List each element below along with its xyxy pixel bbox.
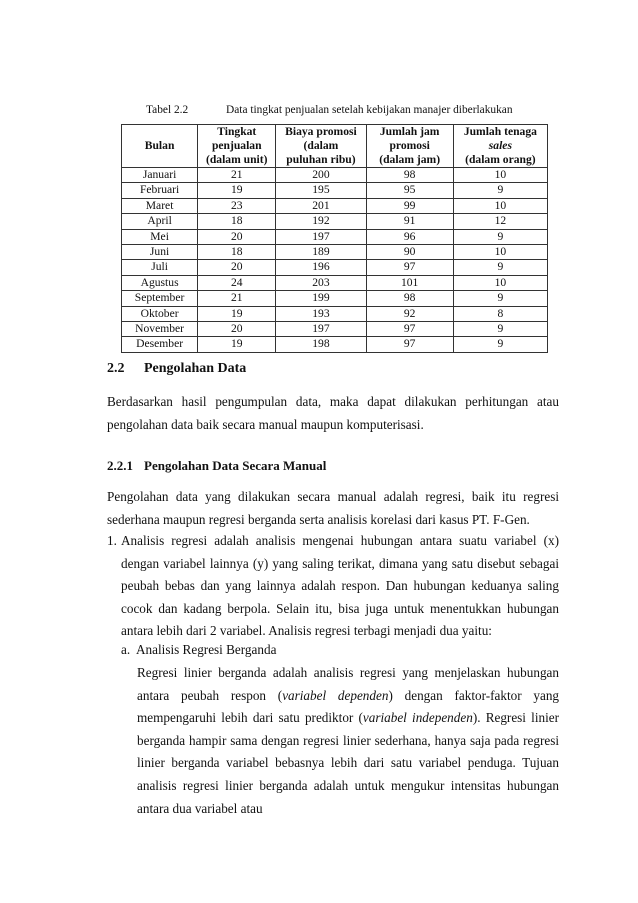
sub-item-italic-1: variabel dependen [282,687,389,703]
table-cell: 99 [366,198,453,213]
list-item-number: 1. [107,533,117,548]
header-line: promosi [389,139,430,152]
table-cell: 12 [453,214,547,229]
table-cell: 201 [276,198,366,213]
table-cell: 10 [453,275,547,290]
table-row [122,168,548,183]
table-cell: 197 [276,229,366,244]
table-cell: 19 [198,183,276,198]
list-item-text: Analisis regresi adalah analisis mengenai hubungan antara suatu variabel (x) dengan variabel lainnya (y) yang saling terikat, dimana yang satu disebut sebagai peubah bebas dan yang lainnya adalah respon. Dan hubungan keduanya saling cocok dan kadang berpola. Selain itu, bisa juga untuk menentukkan hubungan antara lebih dari 2 variabel. Analisis regresi terbagi menjadi dua yaitu: [121,533,559,639]
table-cell: 98 [366,168,453,183]
table-cell: 9 [453,229,547,244]
table-body [122,168,548,353]
table-cell: 195 [276,183,366,198]
header-line: (dalam [303,139,339,152]
table-row [122,183,548,198]
sub-item-paragraph [137,662,559,820]
table-cell: 196 [276,260,366,275]
table-row [122,198,548,213]
subsection-title: Pengolahan Data Secara Manual [144,458,327,473]
table-cell: Oktober [122,306,198,321]
table-cell: Agustus [122,275,198,290]
header-line: Jumlah jam [379,125,440,138]
header-line: puluhan ribu) [286,153,356,166]
table-cell: 101 [366,275,453,290]
table-cell: 97 [366,337,453,352]
table-cell: 21 [198,168,276,183]
table-cell: 97 [366,321,453,336]
header-line: (dalam orang) [465,153,536,166]
table-cell: 193 [276,306,366,321]
table-cell: 200 [276,168,366,183]
table-row [122,321,548,336]
table-caption-text: Data tingkat penjualan setelah kebijakan manajer diberlakukan [226,104,513,116]
table-cell: 9 [453,337,547,352]
section-number: 2.2 [107,361,125,376]
header-month-label: Bulan [144,139,175,152]
table-cell: 9 [453,321,547,336]
header-line: (dalam jam) [379,153,441,166]
table-cell: 192 [276,214,366,229]
table-cell: 96 [366,229,453,244]
table-cell: 24 [198,275,276,290]
table-cell: 198 [276,337,366,352]
table-cell: 21 [198,291,276,306]
table-cell: 92 [366,306,453,321]
header-line: penjualan [211,139,262,152]
table-cell: 197 [276,321,366,336]
section-paragraph: Berdasarkan hasil pengumpulan data, maka dapat dilakukan perhitungan atau pengolahan data baik secara manual maupun komputerisasi. [107,394,559,432]
table-row [122,337,548,352]
table-cell: Maret [122,198,198,213]
table-cell: Juli [122,260,198,275]
table-row [122,229,548,244]
table-row [122,260,548,275]
table-cell: Desember [122,337,198,352]
header-line: (dalam unit) [205,153,268,166]
table-cell: 199 [276,291,366,306]
table-caption [146,104,513,116]
table-cell: 9 [453,260,547,275]
table-cell: November [122,321,198,336]
section-title: Pengolahan Data [144,361,247,376]
table-cell: 90 [366,244,453,259]
sub-item-heading [121,639,276,662]
table-cell: 91 [366,214,453,229]
table-cell: 189 [276,244,366,259]
header-month [122,125,198,168]
table-row [122,244,548,259]
table-cell: 10 [453,168,547,183]
sub-item-title: Analisis Regresi Berganda [136,642,277,657]
sub-item-text-2: ) dengan faktor-faktor yang mempengaruhi lebih dari satu prediktor ( [137,687,560,726]
sub-item-marker: a. [121,642,131,657]
header-line: Biaya promosi [285,125,357,138]
table-caption-label: Tabel 2.2 [146,104,189,116]
table-cell: 19 [198,337,276,352]
table-cell: September [122,291,198,306]
table-cell: 20 [198,229,276,244]
table-cell: 20 [198,321,276,336]
header-promo-cost [276,125,366,168]
table-cell: April [122,214,198,229]
table-cell: Januari [122,168,198,183]
table-cell: 19 [198,306,276,321]
table-cell: 9 [453,183,547,198]
table-cell: 20 [198,260,276,275]
table-cell: Mei [122,229,198,244]
table-cell: 8 [453,306,547,321]
table-cell: 10 [453,198,547,213]
table-header-row [122,125,548,168]
sub-item-text-3: ). Regresi linier berganda hampir sama dengan regresi linier sederhana, hanya saja pada regresi linier berganda variabel bebasnya lebih dari satu variabel penduga. Tujuan analisis regresi linier berganda adalah untuk mengukur intensitas hubungan antara dua variabel atau [137,710,559,816]
header-promo-hours [366,125,453,168]
sales-data-table [121,124,548,353]
table-row [122,291,548,306]
table-cell: Februari [122,183,198,198]
table-cell: Juni [122,244,198,259]
table-cell: 203 [276,275,366,290]
table-cell: 97 [366,260,453,275]
table-row [122,306,548,321]
header-sales-staff [453,125,547,168]
subsection-paragraph: Pengolahan data yang dilakukan secara manual adalah regresi, baik itu regresi sederhana maupun regresi berganda serta analisis korelasi dari kasus PT. F-Gen. [107,489,559,527]
header-sales-level [198,125,276,168]
header-line: sales [488,139,512,152]
table-cell: 23 [198,198,276,213]
table-cell: 98 [366,291,453,306]
sub-item-italic-2: variabel independen [362,710,473,726]
table-row [122,214,548,229]
table-cell: 9 [453,291,547,306]
header-line: Jumlah tenaga [463,125,537,138]
table-cell: 18 [198,244,276,259]
header-line: Tingkat [217,125,257,138]
table-cell: 10 [453,244,547,259]
sub-item-text-1: Regresi linier berganda adalah analisis regresi yang menjelaskan hubungan antara peubah respon ( [137,665,559,703]
table-cell: 95 [366,183,453,198]
table-cell: 18 [198,214,276,229]
subsection-number: 2.2.1 [107,458,133,473]
table-row [122,275,548,290]
